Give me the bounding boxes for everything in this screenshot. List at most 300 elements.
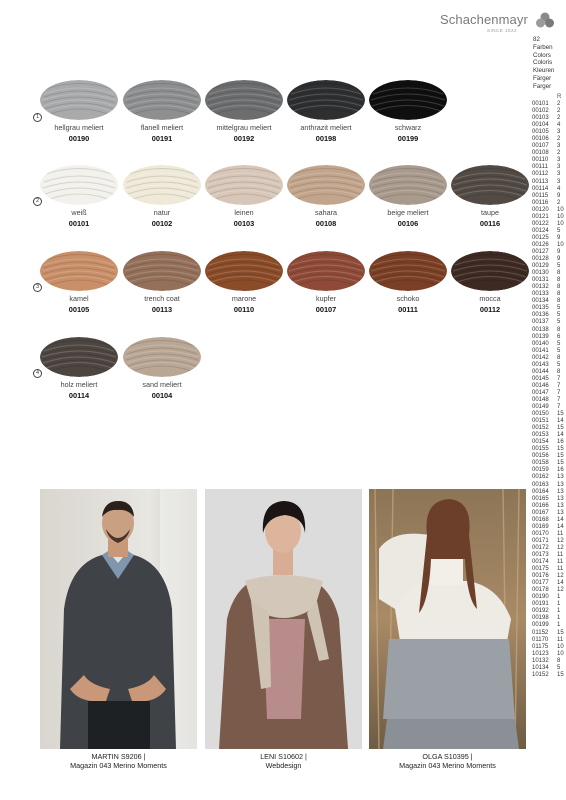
- color-index-row-number: 9: [557, 234, 561, 241]
- color-index-row-number: 8: [557, 284, 561, 291]
- color-index-row-number: 7: [557, 404, 561, 411]
- swatch-code: 00110: [233, 305, 255, 314]
- color-index-row-number: 13: [557, 509, 564, 516]
- color-index-row-number: 1: [557, 622, 561, 629]
- color-index-row: [532, 327, 566, 334]
- color-index-code: 00158: [532, 460, 549, 467]
- color-index-row: [532, 171, 566, 178]
- color-index-code: 00114: [532, 185, 549, 192]
- color-index-code: 00166: [532, 502, 549, 509]
- swatch-code: 00108: [315, 219, 337, 228]
- color-index-code: 00132: [532, 284, 549, 291]
- color-index-code: 00176: [532, 573, 549, 580]
- color-index-row-number: 7: [557, 396, 561, 403]
- color-index-row-number: 13: [557, 481, 564, 488]
- color-index-row-number: 5: [557, 664, 561, 671]
- swatch-name: schwarz: [394, 123, 422, 132]
- swatch-code: 00102: [151, 219, 173, 228]
- color-index-row: [532, 432, 566, 439]
- yarn-swatch: [451, 251, 529, 314]
- side-label: Farben: [533, 43, 553, 51]
- photo-leni: [205, 489, 362, 749]
- color-index-row: [532, 157, 566, 164]
- color-index-code: 00155: [532, 446, 549, 453]
- color-index-row: [532, 362, 566, 369]
- brand-name: Schachenmayr: [440, 12, 528, 27]
- color-index-row: [532, 524, 566, 531]
- color-index-row: [532, 242, 566, 249]
- swatch-name: flanell meliert: [140, 123, 184, 132]
- color-index-code: 00145: [532, 375, 549, 382]
- color-index-row-number: 12: [557, 573, 564, 580]
- yarn-ball-icon: [123, 165, 201, 205]
- color-index-row-number: 12: [557, 544, 564, 551]
- color-index-row: [532, 284, 566, 291]
- color-index-row-number: 13: [557, 488, 564, 495]
- color-index-row-number: 2: [557, 115, 561, 122]
- swatch-name: kupfer: [316, 294, 336, 303]
- color-index-row: [532, 348, 566, 355]
- swatch-name: beige meliert: [387, 208, 429, 217]
- photo-caption-martin: [40, 752, 197, 770]
- photo-caption-olga: [369, 752, 526, 770]
- color-index-code: 00126: [532, 241, 549, 248]
- color-index-row-number: 13: [557, 495, 564, 502]
- yarn-swatch: [205, 80, 283, 143]
- color-index-code: 00191: [532, 601, 549, 608]
- color-index-row: [532, 312, 566, 319]
- color-index-row-number: 5: [557, 340, 561, 347]
- color-index-row-number: 2: [557, 199, 561, 206]
- color-index-code: 00154: [532, 439, 549, 446]
- color-index-code: 00159: [532, 467, 549, 474]
- yarn-ball-icon: [40, 165, 118, 205]
- color-index-row: [532, 101, 566, 108]
- color-index-row: [532, 474, 566, 481]
- color-index-code: 00116: [532, 199, 549, 206]
- color-index-row: [532, 179, 566, 186]
- yarn-ball-icon: [40, 337, 118, 377]
- color-index-code: 01175: [532, 643, 549, 650]
- color-index-row-number: 10: [557, 220, 564, 227]
- color-index-row: [532, 263, 566, 270]
- color-index-row-number: 15: [557, 446, 564, 453]
- swatch-code: 00113: [151, 305, 173, 314]
- row-number-1: 1: [33, 113, 42, 122]
- color-index-code: 00106: [532, 136, 549, 143]
- color-index-code: 00107: [532, 143, 549, 150]
- color-index-row: [532, 186, 566, 193]
- color-index-code: 00162: [532, 474, 549, 481]
- yarn-ball-icon: [123, 251, 201, 291]
- row-number-3: 3: [33, 283, 42, 292]
- color-index-row: [532, 482, 566, 489]
- color-index-row: [532, 672, 566, 679]
- yarn-swatch: [205, 165, 283, 228]
- color-index-code: 00112: [532, 171, 549, 178]
- color-index-row: [532, 573, 566, 580]
- side-panel-header: [533, 36, 566, 91]
- color-index-code: 00103: [532, 115, 549, 122]
- color-index-row-number: 8: [557, 277, 561, 284]
- color-index-row: [532, 404, 566, 411]
- color-index-code: 00174: [532, 559, 549, 566]
- color-index-row-number: 15: [557, 460, 564, 467]
- yarn-ball-cluster-icon: [536, 12, 554, 28]
- color-index-code: 00142: [532, 354, 549, 361]
- color-index-row: [532, 235, 566, 242]
- swatch-code: 00191: [151, 134, 173, 143]
- color-index-row: [532, 622, 566, 629]
- color-index-row: [532, 637, 566, 644]
- color-index-row-number: 15: [557, 425, 564, 432]
- color-index-row-number: 7: [557, 382, 561, 389]
- color-index-code: 00172: [532, 544, 549, 551]
- color-index-row: [532, 601, 566, 608]
- color-index-row-number: 2: [557, 136, 561, 143]
- swatch-code: 00107: [315, 305, 337, 314]
- color-index-row-number: 14: [557, 516, 564, 523]
- photo-olga: [369, 489, 526, 749]
- color-index-row-number: 3: [557, 171, 561, 178]
- yarn-ball-icon: [287, 251, 365, 291]
- swatch-code: 00114: [68, 391, 90, 400]
- color-index-row: [532, 129, 566, 136]
- yarn-swatch: [40, 165, 118, 228]
- color-index-row: [532, 270, 566, 277]
- color-index-row-number: 10: [557, 213, 564, 220]
- swatch-code: 00105: [68, 305, 90, 314]
- yarn-swatch: [287, 165, 365, 228]
- yarn-ball-icon: [287, 80, 365, 120]
- color-index-code: 10134: [532, 664, 549, 671]
- row-number-2: 2: [33, 197, 42, 206]
- brand-since: SINCE 1822: [487, 28, 518, 33]
- swatch-code: 00199: [397, 134, 419, 143]
- color-index-row: [532, 143, 566, 150]
- swatch-name: natur: [153, 208, 171, 217]
- color-index-row-number: 9: [557, 256, 561, 263]
- swatch-name: hellgrau meliert: [54, 123, 104, 132]
- color-index-row: [532, 439, 566, 446]
- color-index-code: 00141: [532, 347, 549, 354]
- color-index-code: 00101: [532, 101, 549, 107]
- color-index-row: [532, 467, 566, 474]
- color-index-row-number: 16: [557, 467, 564, 474]
- color-index-row: [532, 305, 566, 312]
- color-index-code: 00147: [532, 389, 549, 396]
- color-index-row-number: 8: [557, 291, 561, 298]
- color-index-code: 00131: [532, 277, 549, 284]
- color-index-row-number: 13: [557, 474, 564, 481]
- color-index-row-number: 3: [557, 143, 561, 150]
- color-index-row: [532, 418, 566, 425]
- side-label: Coloris: [533, 59, 553, 67]
- color-index-code: 00105: [532, 129, 549, 136]
- color-index-row: [532, 517, 566, 524]
- swatch-name: taupe: [481, 208, 499, 217]
- yarn-swatch: [123, 337, 201, 400]
- photo-caption-leni: [205, 752, 362, 770]
- yarn-ball-icon: [123, 80, 201, 120]
- caption-line: OLGA S10395 |: [422, 752, 473, 761]
- color-index-code: 00135: [532, 305, 549, 312]
- color-index-code: 00148: [532, 396, 549, 403]
- yarn-swatch: [123, 80, 201, 143]
- color-index-row: [532, 552, 566, 559]
- color-index-row-number: 2: [557, 150, 561, 157]
- color-index-row: [532, 397, 566, 404]
- side-r-header: R: [557, 94, 562, 100]
- color-index-code: 00143: [532, 361, 549, 368]
- color-index-code: 00128: [532, 256, 549, 263]
- color-index-row-number: 5: [557, 227, 561, 234]
- swatch-code: 00106: [397, 219, 419, 228]
- color-index-code: 00190: [532, 594, 549, 601]
- color-index-row: [532, 630, 566, 637]
- yarn-ball-icon: [369, 80, 447, 120]
- swatch-name: trench coat: [144, 294, 180, 303]
- color-index-row-number: 8: [557, 270, 561, 277]
- swatch-name: weiß: [71, 208, 87, 217]
- color-index-row: [532, 644, 566, 651]
- yarn-swatch: [205, 251, 283, 314]
- color-index-row-number: 1: [557, 594, 561, 601]
- color-index-row: [532, 580, 566, 587]
- color-index-row: [532, 453, 566, 460]
- color-index-row: [532, 615, 566, 622]
- color-index-code: 00146: [532, 382, 549, 389]
- color-index-code: 00130: [532, 270, 549, 277]
- color-index-row-number: 16: [557, 439, 564, 446]
- color-index-code: 01170: [532, 636, 549, 643]
- color-index-row-number: 14: [557, 523, 564, 530]
- yarn-swatch: [369, 165, 447, 228]
- yarn-ball-icon: [40, 251, 118, 291]
- color-index-row-number: 5: [557, 305, 561, 312]
- color-index-code: 00111: [532, 164, 548, 171]
- color-index-row: [532, 291, 566, 298]
- color-index-code: 00102: [532, 108, 549, 115]
- yarn-swatch: [287, 80, 365, 143]
- color-index-row: [532, 200, 566, 207]
- color-index-code: 00134: [532, 298, 549, 305]
- color-index-row-number: 10: [557, 650, 564, 657]
- color-index-code: 00137: [532, 319, 549, 326]
- color-index-code: 00121: [532, 213, 549, 220]
- caption-line: Magazin 043 Merino Moments: [399, 761, 496, 770]
- yarn-ball-icon: [451, 251, 529, 291]
- color-index-row: [532, 249, 566, 256]
- color-index-row: [532, 594, 566, 601]
- color-index-row: [532, 665, 566, 672]
- color-index-row-number: 10: [557, 643, 564, 650]
- yarn-ball-icon: [369, 165, 447, 205]
- color-index-row: [532, 207, 566, 214]
- color-index-code: 00199: [532, 622, 549, 629]
- color-index-row-number: 5: [557, 347, 561, 354]
- color-index-code: 00165: [532, 495, 549, 502]
- yarn-ball-icon: [205, 165, 283, 205]
- color-index-row-number: 2: [557, 101, 561, 107]
- row-number-4: 4: [33, 369, 42, 378]
- swatch-code: 00103: [233, 219, 255, 228]
- color-index-row: [532, 319, 566, 326]
- color-index-row: [532, 355, 566, 362]
- swatch-name: mocca: [479, 294, 501, 303]
- side-label: Färger: [533, 74, 552, 82]
- color-index-code: 00171: [532, 537, 549, 544]
- color-index-code: 00169: [532, 523, 549, 530]
- color-index-row-number: 8: [557, 298, 561, 305]
- color-index-row-number: 8: [557, 354, 561, 361]
- color-index-row-number: 1: [557, 615, 561, 622]
- color-index-code: 00178: [532, 587, 549, 594]
- color-index-row: [532, 531, 566, 538]
- yarn-ball-icon: [205, 80, 283, 120]
- color-index-row: [532, 228, 566, 235]
- caption-line: Magazin 043 Merino Moments: [70, 761, 167, 770]
- color-index-row-number: 8: [557, 657, 561, 664]
- color-index-row-number: 11: [557, 636, 564, 643]
- color-index-row-number: 1: [557, 601, 561, 608]
- side-label: Kleuren: [533, 67, 555, 75]
- color-index-code: 00115: [532, 192, 549, 199]
- color-index-code: 00139: [532, 333, 549, 340]
- color-index-code: 10132: [532, 657, 549, 664]
- color-index-row-number: 14: [557, 580, 564, 587]
- swatch-code: 00104: [151, 391, 173, 400]
- yarn-swatch: [40, 80, 118, 143]
- color-index-row: [532, 122, 566, 129]
- color-index-row: [532, 559, 566, 566]
- color-index-code: 00122: [532, 220, 549, 227]
- color-index-code: 00177: [532, 580, 549, 587]
- color-index-code: 00125: [532, 234, 549, 241]
- color-index-row-number: 11: [557, 552, 564, 558]
- swatch-code: 00111: [398, 305, 418, 314]
- color-index-row-number: 15: [557, 629, 564, 636]
- color-count: 82: [533, 36, 540, 43]
- yarn-ball-icon: [287, 165, 365, 205]
- color-index-row: [532, 446, 566, 453]
- color-index-row-number: 5: [557, 361, 561, 368]
- color-index-code: 01152: [532, 629, 549, 636]
- color-index-code: 00129: [532, 263, 549, 270]
- color-index-row-number: 15: [557, 453, 564, 460]
- color-index-row: [532, 221, 566, 228]
- color-index-row-number: 4: [557, 185, 561, 192]
- color-index-row: [532, 214, 566, 221]
- yarn-swatch: [369, 251, 447, 314]
- color-index-row: [532, 108, 566, 115]
- color-index-row: [532, 651, 566, 658]
- color-index-row: [532, 341, 566, 348]
- color-index-row: [532, 496, 566, 503]
- color-index-code: 00198: [532, 615, 549, 622]
- swatch-name: holz meliert: [60, 380, 98, 389]
- color-index-row-number: 13: [557, 502, 564, 509]
- caption-line: Webdesign: [265, 761, 302, 770]
- yarn-ball-icon: [205, 251, 283, 291]
- yarn-swatch: [40, 251, 118, 314]
- color-index-row-number: 3: [557, 157, 561, 164]
- yarn-ball-icon: [369, 251, 447, 291]
- color-index-code: 00136: [532, 312, 549, 319]
- color-index-row-number: 2: [557, 108, 561, 115]
- side-label: Colors: [533, 51, 551, 59]
- swatch-name: marone: [231, 294, 257, 303]
- swatch-name: schoko: [396, 294, 420, 303]
- color-index-row-number: 14: [557, 418, 564, 425]
- color-index-row: [532, 658, 566, 665]
- color-index-row-number: 7: [557, 389, 561, 396]
- color-index-code: 00133: [532, 291, 549, 298]
- swatch-code: 00101: [68, 219, 90, 228]
- swatch-name: anthrazit meliert: [300, 123, 352, 132]
- photo-martin: [40, 489, 197, 749]
- color-index-row: [532, 566, 566, 573]
- color-index-code: 00108: [532, 150, 549, 157]
- color-index-row-number: 9: [557, 192, 561, 199]
- color-index-row: [532, 277, 566, 284]
- color-index-row: [532, 489, 566, 496]
- color-index-row-number: 5: [557, 312, 561, 319]
- color-index-code: 00104: [532, 122, 549, 129]
- color-index-row: [532, 136, 566, 143]
- color-index-row: [532, 411, 566, 418]
- swatch-code: 00190: [68, 134, 90, 143]
- swatch-code: 00198: [315, 134, 337, 143]
- swatch-name: leinen: [234, 208, 254, 217]
- color-index-row: [532, 510, 566, 517]
- swatch-name: mittelgrau meliert: [216, 123, 272, 132]
- color-index-row: [532, 298, 566, 305]
- color-index-code: 00163: [532, 481, 549, 488]
- color-index-row-number: 14: [557, 432, 564, 439]
- color-index-code: 10152: [532, 671, 549, 678]
- color-index-code: 00164: [532, 488, 549, 495]
- yarn-ball-icon: [123, 337, 201, 377]
- color-index-row: [532, 334, 566, 341]
- color-index-code: 00150: [532, 411, 549, 418]
- caption-line: LENI S10602 |: [260, 752, 307, 761]
- color-index-code: 00149: [532, 404, 549, 411]
- color-index-row: [532, 150, 566, 157]
- color-index-row: [532, 383, 566, 390]
- color-index-code: 10123: [532, 650, 549, 657]
- yarn-swatch: [451, 165, 529, 228]
- color-index-row-number: 8: [557, 326, 561, 333]
- side-label: Farger: [533, 82, 552, 90]
- yarn-swatch: [369, 80, 447, 143]
- color-index-row-number: 10: [557, 206, 564, 213]
- color-index-row-number: 12: [557, 587, 564, 594]
- swatch-code: 00112: [479, 305, 501, 314]
- color-index-code: 00140: [532, 340, 549, 347]
- color-index-row-number: 12: [557, 537, 564, 544]
- color-index-row: [532, 608, 566, 615]
- color-index-code: 00167: [532, 509, 549, 516]
- color-index-row: [532, 369, 566, 376]
- color-index-row-number: 5: [557, 263, 561, 270]
- color-index-code: 00173: [532, 552, 549, 558]
- color-index-code: 00120: [532, 206, 549, 213]
- swatch-code: 00116: [479, 219, 501, 228]
- color-index-code: 00138: [532, 326, 549, 333]
- color-index-row: [532, 425, 566, 432]
- color-index-list: [532, 101, 566, 679]
